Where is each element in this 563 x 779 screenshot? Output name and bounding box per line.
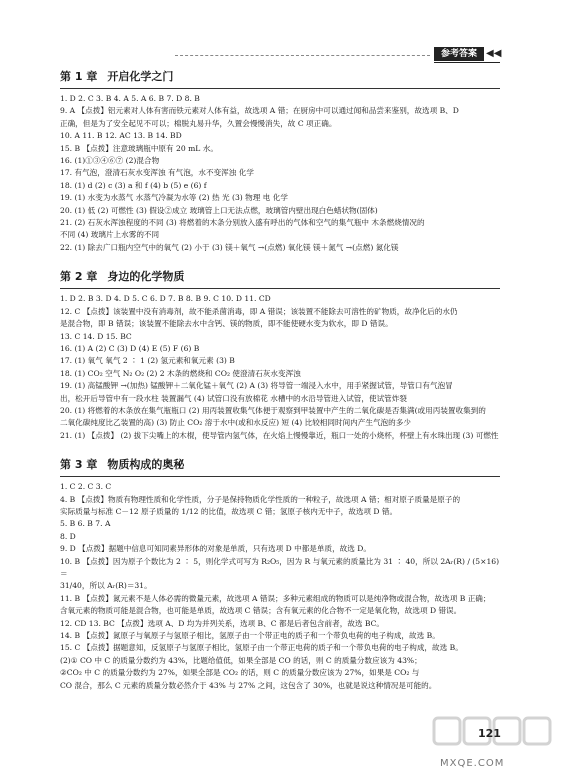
section-badge: 参考答案 [434,47,484,61]
page-number: 121 [478,727,501,740]
answer-line: 正确，但是为了安全起见不可以；棉脱丸易升华，久置会慢慢消失，故 C 项正确。 [60,118,337,128]
answer-line: 20. (1) 将燃着的木条放在集气瓶瓶口 (2) 用丙装置收集气体便于观察到甲装置中产生的二氧化碳是否集满(或用丙装置收集到的 [60,405,486,415]
answer-line: 15. C 【点拨】据题意知，反氢原子与氢原子相比，氢原子由一个带正电荷的质子和一个带负电荷的电子构成，故选 B。 [60,643,463,653]
answer-line: 21. (2) 石灰水浑浊程度的不同 (3) 将燃着的木条分别放入盛有呼出的气体和空气的集气瓶中 木条燃烧情况的 [60,218,425,228]
answer-line: 21. (1) 【点拨】 (2) 拔下尖嘴上的木棍，使导管内氢气体，在火焰上慢慢靠近，瓶口一处的小烧杯，杯壁上有水珠出现 (3) 可燃性 [60,430,499,440]
answer-line: 1. D 2. B 3. D 4. D 5. C 6. D 7. B 8. B 9. C 10. D 11. CD [60,294,271,304]
answer-line: 19. (1) 水变为水蒸气 水蒸气冷凝为水等 (2) 热 光 (3) 物理 电 化学 [60,193,288,203]
answer-line: 8. D [60,531,76,541]
answer-line: 1. C 2. C 3. C [60,482,112,492]
answer-line: 含氧元素的物质可能是混合物，也可能是单质，故选项 C 错误；含有氧元素的化合物不一定是氧化物，故选项 D 错误。 [60,606,462,616]
answer-line: 20. (1) 低 (2) 可燃性 (3) 假设②成立 玻璃管上口无法点燃，玻璃管内壁出现白色蜡状物(固体) [60,205,378,215]
chapter-title: 开启化学之门 [107,70,174,83]
answer-line: 二氧化碳纯度比乙装置的高) (3) 防止 CO₂ 溶于水中(或和水反应) 短 (4) 比较相同时间内产生气泡的多少 [60,418,411,428]
answer-line: 17. (1) 氧气 氧气 2 ∶ 1 (2) 氢元素和氧元素 (3) B [60,356,235,366]
answer-line: 14. B 【点拨】氮原子与氧原子与氢原子相比，氢原子由一个带正电的质子和一个带负电荷的电子构成，故选 B。 [60,631,440,641]
answer-line: 9. D 【点拨】据题中信息可知同素异形体的对象是单质，只有选项 D 中都是单质，故选 D。 [60,544,371,554]
answer-line: 10. A 11. B 12. AC 13. B 14. BD [60,131,182,141]
answer-line: 11. B 【点拨】氮元素不是人体必需的微量元素，故选项 A 错误；多种元素组成的物质可以是纯净物或混合物，故选项 B 正确； [60,593,491,603]
chapter-label: 第 1 章 [60,70,98,83]
answer-line: 19. (1) 高锰酸钾 →(加热) 锰酸钾＋二氧化锰＋氧气 (2) A (3) 将导管一端浸入水中，用手紧握试管，导管口有气泡冒 [60,381,453,391]
answer-line: (2)① CO 中 C 的质量分数约为 43%，比题给值低，如果全部是 CO 的话，则 C 的质量分数应该为 43%； [60,655,422,665]
chapter-title: 物质构成的奥秘 [107,458,185,472]
answer-line: 15. B 【点拨】注意玻璃瓶中原有 20 mL 水。 [60,143,218,153]
chapter-heading [60,264,500,289]
answer-line: 10. B 【点拨】因为原子个数比为 2 ∶ 5，则化学式可写为 R₂O₅，因为 R 与氧元素的质量比为 31 ∶ 40，所以 2Aᵣ(R) / (5×16) ＝ [60,556,500,578]
answer-line: 17. 有气泡，澄清石灰水变浑浊 有气泡，水不变浑浊 化学 [60,168,254,178]
answer-line: CO 混合，那么 C 元素的质量分数必然介于 43% 与 27% 之间，这包含了 30%，也就是说这种情况是可能的。 [60,680,437,690]
answer-line: 16. (1) A (2) C (3) D (4) E (5) F (6) B [60,343,200,353]
answer-line: ②CO₂ 中 C 的质量分数约为 27%，如果全部是 CO₂ 的话，则 C 的质量分数应该为 27%，如果是 CO₂ 与 [60,668,420,678]
header-rule [434,62,500,63]
section-gap [60,254,500,264]
answer-line: 12. C 【点拨】该装置中没有消毒剂，故不能杀菌消毒，即 A 错误；该装置不能除去可溶性的矿物质，故净化后的水仍 [60,306,458,316]
answer-line: 16. (1)①③④⑥⑦ (2)混合物 [60,156,160,166]
chapter-heading [60,64,500,89]
chapter-label: 第 3 章 [60,458,98,472]
answer-line: 不同 (4) 玻璃片上水雾的不同 [60,230,160,240]
watermark-text: MXQE.COM [440,758,505,769]
chapter-1 [60,64,500,254]
answer-line: 是混合物，即 B 错误；该装置不能除去水中含钙、镁的物质，即不能使硬水变为软水，即 D 错误。 [60,319,393,329]
section-gap [60,442,500,452]
chapter-label: 第 2 章 [60,270,98,284]
answer-line: 9. A 【点拨】铝元素对人体有害而铁元素对人体有益，故选项 A 错；在厨房中可以通过闻和品尝来鉴别，故选项 B、D [60,106,459,116]
answer-line: 22. (1) 除去广口瓶内空气中的氧气 (2) 小于 (3) 镁＋氧气 →(点燃) 氧化镁 镁＋氮气 →(点燃) 氮化镁 [60,242,399,252]
chapter-3 [60,452,500,692]
chapter-2 [60,264,500,442]
answer-line: 18. (1) d (2) c (3) a 和 f (4) b (5) e (6) f [60,180,207,190]
chapter-title: 身边的化学物质 [107,270,185,284]
answer-line: 18. (1) CO₂ 空气 N₂ O₂ (2) 2 木条的燃烧和 CO₂ 使澄清石灰水变浑浊 [60,368,301,378]
answer-line: 12. CD 13. BC 【点拨】选项 A、D 均为并列关系，选项 B、C 都是后者包含前者，故选 BC。 [60,618,385,628]
answer-line: 13. C 14. D 15. BC [60,331,132,341]
answer-line: 出，松开后导管中有一段水柱 装置漏气 (4) 试管口没有放棉花 水槽中的水沿导管进入试管，使试管炸裂 [60,393,407,403]
header-dashed-rule [175,55,430,56]
answer-line: 31/40，所以 Aᵣ(R)＝31。 [60,581,152,591]
answer-content [60,64,500,692]
answer-line: 实际质量与标准 C－12 原子质量的 1/12 的比值，故选项 C 错；氢原子核内无中子，故选项 D 错。 [60,506,398,516]
answer-line: 4. B 【点拨】物质有物理性质和化学性质，分子是保持物质化学性质的一种粒子，故选项 A 错；相对原子质量是原子的 [60,494,461,504]
answer-line: 5. B 6. B 7. A [60,519,111,529]
double-arrow-icon: ◀◀ [486,48,502,59]
chapter-heading [60,452,500,477]
answer-line: 1. D 2. C 3. B 4. A 5. A 6. B 7. D 8. B [60,94,200,103]
